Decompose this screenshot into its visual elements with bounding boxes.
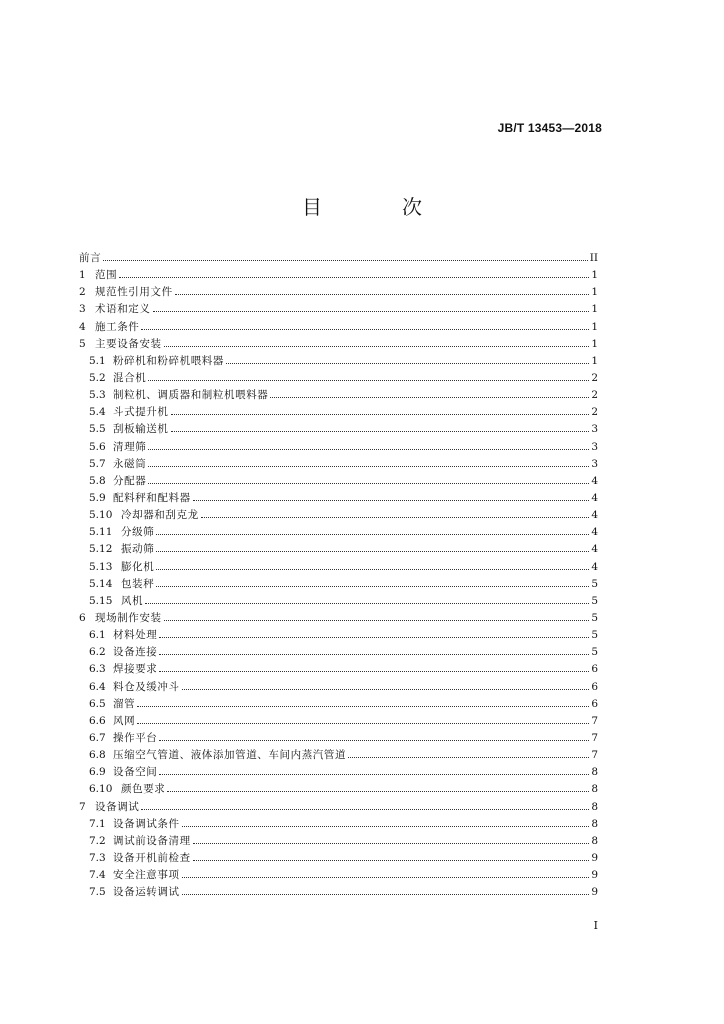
toc-entry-title: 安全注意事项 xyxy=(113,869,180,882)
toc-entry-title: 永磁筒 xyxy=(113,457,147,470)
toc-entry-page: 3 xyxy=(591,457,598,470)
toc-dot-leader xyxy=(156,551,589,552)
toc-entry[interactable] xyxy=(79,456,598,473)
toc-dot-leader xyxy=(103,260,588,261)
toc-entry-title: 膨化机 xyxy=(121,560,155,573)
toc-entry-number: 6.4 xyxy=(89,680,106,693)
toc-entry-number: 5.14 xyxy=(89,577,113,590)
toc-entry-number: 5.5 xyxy=(89,423,106,436)
toc-entry-page: 1 xyxy=(591,269,598,282)
toc-entry[interactable] xyxy=(79,576,598,593)
toc-entry-title: 料仓及缓冲斗 xyxy=(113,680,180,693)
toc-entry-title: 调试前设备清理 xyxy=(113,834,191,847)
toc-entry-number: 5.10 xyxy=(89,509,113,522)
toc-entry[interactable] xyxy=(79,713,598,730)
toc-entry-title: 斗式提升机 xyxy=(113,406,169,419)
page-title: 目 次 xyxy=(302,195,452,219)
toc-entry[interactable] xyxy=(79,679,598,696)
toc-entry[interactable] xyxy=(79,336,598,353)
toc-dot-leader xyxy=(148,483,589,484)
toc-entry[interactable] xyxy=(79,644,598,661)
toc-dot-leader xyxy=(148,380,589,381)
toc-entry[interactable] xyxy=(79,353,598,370)
toc-entry-number: 5 xyxy=(79,337,86,350)
toc-dot-leader xyxy=(164,346,590,347)
toc-entry[interactable] xyxy=(79,884,598,901)
toc-entry-number: 5.9 xyxy=(89,491,106,504)
toc-entry-number: 1 xyxy=(79,269,86,282)
toc-entry[interactable] xyxy=(79,747,598,764)
toc-entry[interactable] xyxy=(79,439,598,456)
toc-entry-title: 术语和定义 xyxy=(95,303,151,316)
toc-dot-leader xyxy=(182,894,590,895)
toc-entry[interactable] xyxy=(79,541,598,558)
toc-dot-leader xyxy=(159,740,589,741)
toc-dot-leader xyxy=(145,603,589,604)
toc-dot-leader xyxy=(171,431,590,432)
toc-entry-title: 配料秤和配料器 xyxy=(113,491,191,504)
toc-dot-leader xyxy=(193,843,590,844)
toc-entry-page: 2 xyxy=(591,389,598,402)
toc-dot-leader xyxy=(201,517,590,518)
toc-entry-page: 1 xyxy=(591,286,598,299)
toc-entry-page: 9 xyxy=(591,851,598,864)
toc-entry[interactable] xyxy=(79,319,598,336)
toc-entry-title: 前言 xyxy=(79,252,102,264)
toc-dot-leader xyxy=(137,723,589,724)
toc-entry-number: 7.2 xyxy=(89,834,106,847)
toc-dot-leader xyxy=(156,586,589,587)
toc-entry[interactable] xyxy=(79,559,598,576)
toc-entry-page: 6 xyxy=(591,697,598,710)
toc-dot-leader xyxy=(193,500,590,501)
toc-entry[interactable] xyxy=(79,404,598,421)
toc-entry-title: 风机 xyxy=(121,594,144,607)
toc-entry-number: 5.1 xyxy=(89,354,106,367)
toc-entry-title: 清理筛 xyxy=(113,440,147,453)
toc-dot-leader xyxy=(270,397,589,398)
toc-entry-number: 7.3 xyxy=(89,851,106,864)
toc-entry-title: 设备空间 xyxy=(113,766,158,779)
toc-entry-page: 5 xyxy=(591,646,598,659)
toc-entry[interactable] xyxy=(79,250,598,267)
toc-entry-page: 5 xyxy=(591,577,598,590)
toc-entry-title: 规范性引用文件 xyxy=(95,286,173,299)
toc-entry-title: 冷却器和刮克龙 xyxy=(121,509,199,522)
toc-entry-page: 7 xyxy=(591,731,598,744)
toc-entry-page: II xyxy=(589,252,598,264)
page-number: I xyxy=(593,919,598,932)
toc-entry-page: 8 xyxy=(591,766,598,779)
toc-entry-page: 8 xyxy=(591,817,598,830)
toc-entry[interactable] xyxy=(79,267,598,284)
table-of-contents xyxy=(79,250,598,901)
toc-dot-leader xyxy=(348,757,589,758)
toc-entry-number: 6.7 xyxy=(89,731,106,744)
toc-entry-title: 主要设备安装 xyxy=(95,337,162,350)
toc-entry[interactable] xyxy=(79,816,598,833)
toc-entry-page: 8 xyxy=(591,800,598,813)
toc-entry[interactable] xyxy=(79,610,598,627)
toc-entry-page: 9 xyxy=(591,886,598,899)
toc-entry-title: 设备调试条件 xyxy=(113,817,180,830)
toc-entry-page: 7 xyxy=(591,714,598,727)
toc-entry-title: 材料处理 xyxy=(113,629,158,642)
toc-dot-leader xyxy=(159,637,589,638)
toc-entry-title: 操作平台 xyxy=(113,731,158,744)
toc-dot-leader xyxy=(153,311,590,312)
toc-dot-leader xyxy=(141,329,589,330)
toc-entry-number: 4 xyxy=(79,320,86,333)
toc-entry-title: 设备运转调试 xyxy=(113,886,180,899)
toc-entry-number: 5.4 xyxy=(89,406,106,419)
toc-entry[interactable] xyxy=(79,507,598,524)
toc-entry-page: 5 xyxy=(591,629,598,642)
toc-entry-page: 9 xyxy=(591,869,598,882)
toc-entry-page: 4 xyxy=(591,491,598,504)
toc-entry-page: 7 xyxy=(591,749,598,762)
toc-entry-number: 5.7 xyxy=(89,457,106,470)
toc-entry-title: 刮板输送机 xyxy=(113,423,169,436)
toc-dot-leader xyxy=(141,809,589,810)
toc-entry-title: 设备开机前检查 xyxy=(113,851,191,864)
toc-entry-page: 1 xyxy=(591,354,598,367)
toc-entry-page: 4 xyxy=(591,509,598,522)
toc-entry-page: 5 xyxy=(591,594,598,607)
toc-entry-number: 2 xyxy=(79,286,86,299)
toc-dot-leader xyxy=(175,294,590,295)
toc-entry-number: 5.11 xyxy=(89,526,113,539)
toc-entry-number: 3 xyxy=(79,303,86,316)
toc-entry-number: 6.8 xyxy=(89,749,106,762)
toc-entry-number: 6.9 xyxy=(89,766,106,779)
toc-entry-number: 7.1 xyxy=(89,817,106,830)
toc-dot-leader xyxy=(159,654,589,655)
toc-entry-title: 分配器 xyxy=(113,474,147,487)
toc-entry-title: 颜色要求 xyxy=(121,783,166,796)
toc-entry-number: 6.6 xyxy=(89,714,106,727)
toc-entry-page: 3 xyxy=(591,423,598,436)
toc-dot-leader xyxy=(164,620,590,621)
toc-entry-number: 6.5 xyxy=(89,697,106,710)
toc-entry[interactable] xyxy=(79,421,598,438)
toc-entry-page: 1 xyxy=(591,320,598,333)
toc-entry[interactable] xyxy=(79,730,598,747)
toc-entry-title: 包装秤 xyxy=(121,577,155,590)
toc-entry[interactable] xyxy=(79,490,598,507)
toc-dot-leader xyxy=(137,706,589,707)
toc-dot-leader xyxy=(156,569,589,570)
toc-entry-page: 2 xyxy=(591,371,598,384)
toc-dot-leader xyxy=(182,689,590,690)
toc-dot-leader xyxy=(119,277,589,278)
toc-dot-leader xyxy=(156,534,589,535)
toc-entry[interactable] xyxy=(79,661,598,678)
toc-entry-title: 溜管 xyxy=(113,697,136,710)
toc-entry-title: 分级筛 xyxy=(121,526,155,539)
toc-entry-page: 6 xyxy=(591,680,598,693)
toc-dot-leader xyxy=(182,877,590,878)
toc-entry-number: 6.2 xyxy=(89,646,106,659)
toc-entry-title: 制粒机、调质器和制粒机喂料器 xyxy=(113,389,269,402)
toc-entry[interactable] xyxy=(79,799,598,816)
toc-entry-title: 施工条件 xyxy=(95,320,140,333)
toc-entry-number: 5.3 xyxy=(89,389,106,402)
toc-dot-leader xyxy=(226,363,589,364)
toc-entry[interactable] xyxy=(79,473,598,490)
toc-dot-leader xyxy=(167,791,589,792)
toc-dot-leader xyxy=(148,466,589,467)
toc-entry-page: 4 xyxy=(591,543,598,556)
toc-entry-number: 6 xyxy=(79,611,86,624)
toc-entry-page: 8 xyxy=(591,783,598,796)
toc-entry-page: 1 xyxy=(591,337,598,350)
toc-entry[interactable] xyxy=(79,524,598,541)
toc-entry[interactable] xyxy=(79,387,598,404)
toc-entry-number: 5.2 xyxy=(89,371,106,384)
toc-entry[interactable] xyxy=(79,284,598,301)
toc-entry-page: 1 xyxy=(591,303,598,316)
toc-entry-page: 4 xyxy=(591,474,598,487)
toc-entry[interactable] xyxy=(79,301,598,318)
toc-entry[interactable] xyxy=(79,764,598,781)
toc-entry-number: 5.6 xyxy=(89,440,106,453)
toc-entry-title: 设备连接 xyxy=(113,646,158,659)
toc-dot-leader xyxy=(182,826,590,827)
toc-entry-number: 5.8 xyxy=(89,474,106,487)
toc-entry-page: 8 xyxy=(591,834,598,847)
toc-entry-number: 7.5 xyxy=(89,886,106,899)
toc-entry[interactable] xyxy=(79,833,598,850)
toc-dot-leader xyxy=(159,671,589,672)
toc-entry-page: 5 xyxy=(591,611,598,624)
toc-entry[interactable] xyxy=(79,781,598,798)
toc-entry-number: 5.15 xyxy=(89,594,113,607)
toc-entry[interactable] xyxy=(79,370,598,387)
toc-dot-leader xyxy=(159,774,589,775)
toc-entry-number: 7 xyxy=(79,800,86,813)
toc-entry-title: 振动筛 xyxy=(121,543,155,556)
toc-entry-number: 5.12 xyxy=(89,543,113,556)
toc-entry-number: 5.13 xyxy=(89,560,113,573)
toc-entry-title: 设备调试 xyxy=(95,800,140,813)
toc-entry-title: 粉碎机和粉碎机喂料器 xyxy=(113,354,224,367)
toc-entry[interactable] xyxy=(79,627,598,644)
toc-entry-title: 范围 xyxy=(95,269,118,282)
toc-entry[interactable] xyxy=(79,867,598,884)
toc-entry-number: 6.10 xyxy=(89,783,113,796)
toc-entry-title: 压缩空气管道、液体添加管道、车间内蒸汽管道 xyxy=(113,749,347,762)
toc-entry-page: 4 xyxy=(591,560,598,573)
toc-entry-number: 7.4 xyxy=(89,869,106,882)
toc-entry-page: 2 xyxy=(591,406,598,419)
toc-entry-title: 现场制作安装 xyxy=(95,611,162,624)
toc-entry-title: 风网 xyxy=(113,714,136,727)
toc-entry[interactable] xyxy=(79,696,598,713)
toc-dot-leader xyxy=(193,860,590,861)
toc-entry-page: 4 xyxy=(591,526,598,539)
toc-entry-title: 焊接要求 xyxy=(113,663,158,676)
toc-entry[interactable] xyxy=(79,593,598,610)
toc-dot-leader xyxy=(171,414,590,415)
toc-entry-page: 6 xyxy=(591,663,598,676)
toc-entry-number: 6.1 xyxy=(89,629,106,642)
toc-entry-title: 混合机 xyxy=(113,371,147,384)
toc-entry-number: 6.3 xyxy=(89,663,106,676)
toc-dot-leader xyxy=(148,449,589,450)
document-code: JB/T 13453—2018 xyxy=(497,121,602,135)
toc-entry-page: 3 xyxy=(591,440,598,453)
toc-entry[interactable] xyxy=(79,850,598,867)
